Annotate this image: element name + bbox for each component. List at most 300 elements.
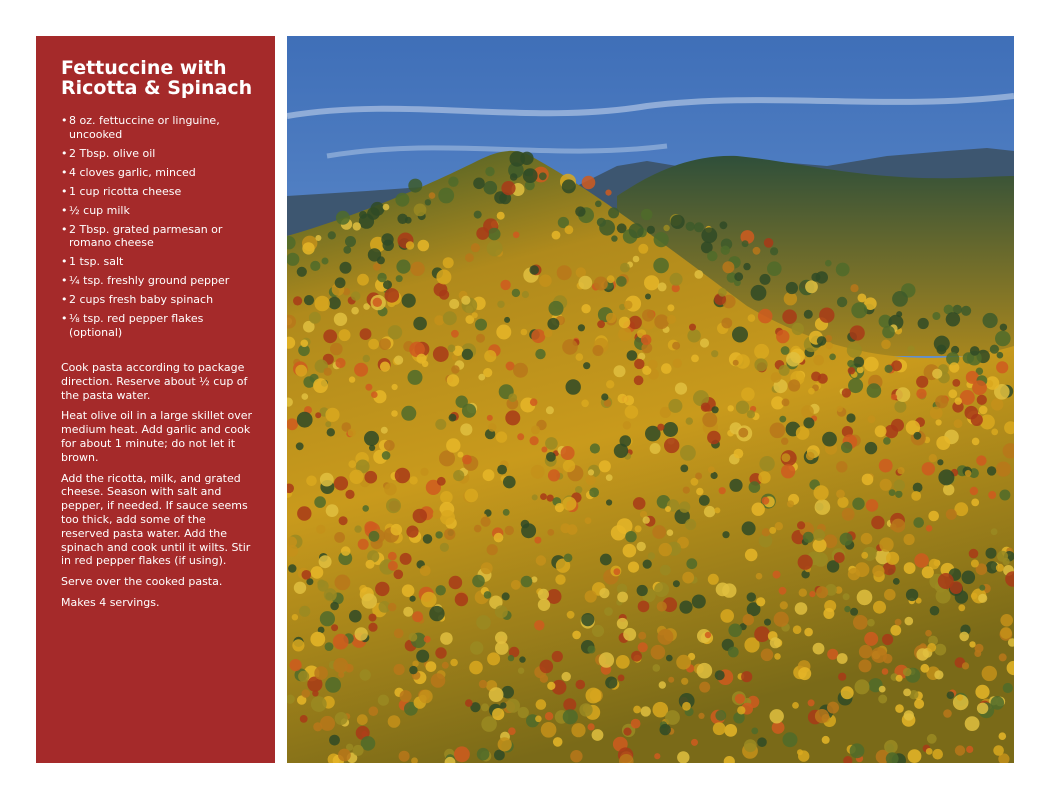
foliage-dot — [351, 291, 360, 300]
foliage-dot — [530, 398, 538, 406]
foliage-dot — [721, 318, 732, 329]
foliage-dot — [699, 682, 710, 693]
foliage-dot — [600, 554, 612, 566]
foliage-dot — [395, 468, 410, 483]
foliage-dot — [759, 456, 774, 471]
foliage-dot — [310, 261, 320, 271]
foliage-dot — [694, 270, 703, 279]
foliage-dot — [754, 358, 767, 371]
foliage-dot — [334, 532, 345, 543]
foliage-dot — [631, 719, 641, 729]
foliage-dot — [487, 240, 503, 256]
foliage-dot — [288, 564, 296, 572]
foliage-dot — [351, 307, 359, 315]
foliage-dot — [895, 491, 902, 498]
foliage-dot — [601, 393, 608, 400]
foliage-dot — [394, 356, 403, 365]
foliage-dot — [751, 285, 767, 301]
foliage-dot — [369, 531, 380, 542]
ingredient-item: • ½ cup milk — [61, 203, 130, 217]
foliage-dot — [781, 464, 795, 478]
foliage-dot — [592, 729, 604, 741]
foliage-dot — [815, 499, 831, 515]
foliage-dot — [484, 181, 498, 195]
foliage-dot — [472, 312, 478, 318]
foliage-dot — [566, 379, 581, 394]
foliage-dot — [754, 626, 770, 642]
foliage-dot — [400, 690, 412, 702]
foliage-dot — [562, 179, 576, 193]
foliage-dot — [496, 325, 511, 340]
foliage-dot — [324, 368, 332, 376]
foliage-dot — [645, 294, 651, 300]
foliage-dot — [668, 399, 682, 413]
foliage-dot — [628, 562, 639, 573]
foliage-dot — [880, 479, 892, 491]
foliage-dot — [449, 414, 457, 422]
foliage-dot — [965, 716, 980, 731]
foliage-dot — [315, 235, 321, 241]
foliage-dot — [781, 438, 788, 445]
foliage-dot — [886, 552, 899, 565]
recipe-title — [61, 58, 257, 98]
foliage-dot — [420, 565, 431, 576]
foliage-dot — [891, 519, 905, 533]
foliage-dot — [851, 302, 867, 318]
foliage-dot — [483, 469, 495, 481]
foliage-dot — [366, 560, 375, 569]
foliage-dot — [934, 670, 943, 679]
foliage-dot — [643, 516, 650, 523]
foliage-dot — [837, 297, 847, 307]
foliage-dot — [687, 329, 700, 342]
foliage-dot — [904, 710, 914, 720]
foliage-dot — [510, 151, 526, 167]
foliage-dot — [954, 419, 963, 428]
foliage-dot — [695, 473, 702, 480]
foliage-dot — [697, 663, 713, 679]
foliage-dot — [947, 691, 955, 699]
foliage-dot — [838, 673, 846, 681]
foliage-dot — [798, 555, 813, 570]
foliage-dot — [386, 498, 401, 513]
foliage-dot — [367, 207, 380, 220]
foliage-dot — [481, 703, 489, 711]
foliage-dot — [972, 438, 980, 446]
foliage-dot — [420, 468, 428, 476]
foliage-dot — [497, 212, 505, 220]
foliage-dot — [952, 379, 960, 387]
foliage-dot — [813, 529, 825, 541]
foliage-dot — [875, 425, 887, 437]
direction-step: Heat olive oil in a large skillet over medium heat. Add garlic and cook for about 1 minute; do not let it brown. — [61, 409, 253, 464]
foliage-dot — [1002, 558, 1009, 565]
foliage-dot — [501, 181, 515, 195]
foliage-dot — [634, 359, 644, 369]
foliage-dot — [304, 295, 314, 305]
foliage-dot — [774, 612, 789, 627]
foliage-dot — [667, 304, 674, 311]
bullet-icon: • — [61, 293, 68, 306]
foliage-dot — [879, 686, 886, 693]
foliage-dot — [949, 362, 959, 372]
foliage-dot — [599, 652, 614, 667]
foliage-dot — [804, 628, 813, 637]
foliage-dot — [743, 614, 754, 625]
foliage-dot — [679, 501, 690, 512]
foliage-dot — [883, 437, 891, 445]
foliage-dot — [896, 387, 911, 402]
foliage-dot — [667, 529, 674, 536]
foliage-dot — [335, 277, 346, 288]
foliage-dot — [657, 601, 667, 611]
foliage-dot — [578, 324, 585, 331]
foliage-dot — [893, 578, 900, 585]
bullet-icon: • — [61, 114, 68, 127]
foliage-dot — [977, 703, 988, 714]
foliage-dot — [987, 466, 996, 475]
foliage-dot — [817, 336, 827, 346]
foliage-dot — [934, 336, 950, 352]
foliage-dot — [557, 265, 572, 280]
foliage-dot — [479, 680, 487, 688]
foliage-dot — [536, 555, 546, 565]
foliage-dot — [465, 489, 479, 503]
foliage-dot — [312, 690, 318, 696]
foliage-dot — [449, 299, 459, 309]
foliage-dot — [431, 673, 446, 688]
foliage-dot — [668, 677, 674, 683]
foliage-dot — [433, 346, 449, 362]
foliage-dot — [506, 699, 520, 713]
foliage-dot — [842, 508, 855, 521]
foliage-dot — [396, 275, 403, 282]
foliage-dot — [349, 610, 362, 623]
foliage-dot — [597, 218, 606, 227]
foliage-dot — [368, 248, 381, 261]
foliage-dot — [764, 238, 774, 248]
foliage-dot — [879, 537, 893, 551]
foliage-dot — [991, 398, 1003, 410]
foliage-dot — [804, 310, 813, 319]
foliage-dot — [426, 661, 437, 672]
foliage-dot — [937, 459, 943, 465]
foliage-dot — [654, 314, 669, 329]
foliage-dot — [657, 424, 664, 431]
foliage-dot — [683, 487, 690, 494]
bullet-icon: • — [61, 165, 68, 179]
foliage-dot — [560, 523, 570, 533]
foliage-dot — [495, 632, 507, 644]
foliage-dot — [492, 708, 504, 720]
foliage-dot — [782, 399, 790, 407]
foliage-dot — [589, 488, 599, 498]
foliage-dot — [443, 311, 457, 325]
foliage-dot — [505, 410, 520, 425]
foliage-dot — [618, 675, 625, 682]
foliage-dot — [734, 272, 743, 281]
foliage-dot — [397, 214, 407, 224]
foliage-dot — [379, 338, 391, 350]
foliage-dot — [713, 722, 726, 735]
foliage-dot — [700, 338, 709, 347]
foliage-dot — [756, 573, 763, 580]
foliage-dot — [882, 668, 889, 675]
foliage-dot — [903, 689, 911, 697]
directions — [61, 361, 257, 610]
foliage-dot — [837, 653, 848, 664]
foliage-dot — [795, 602, 808, 615]
foliage-dot — [294, 582, 306, 594]
foliage-dot — [904, 534, 915, 545]
foliage-dot — [1000, 324, 1007, 331]
foliage-dot — [340, 262, 352, 274]
foliage-dot — [971, 499, 979, 507]
foliage-dot — [295, 365, 307, 377]
foliage-dot — [423, 534, 433, 544]
foliage-dot — [345, 236, 356, 247]
ingredient-item: • ⅛ tsp. red pepper flakes (optional) — [61, 312, 204, 339]
foliage-dot — [299, 606, 310, 617]
foliage-dot — [563, 460, 575, 472]
foliage-dot — [722, 531, 729, 538]
foliage-dot — [711, 350, 718, 357]
foliage-dot — [659, 681, 666, 688]
ingredient-item: • ¼ tsp. freshly ground pepper — [61, 274, 230, 287]
foliage-dot — [553, 737, 563, 747]
foliage-dot — [436, 585, 446, 595]
foliage-dot — [685, 519, 696, 530]
foliage-dot — [818, 374, 828, 384]
foliage-dot — [691, 355, 699, 363]
foliage-dot — [476, 227, 489, 240]
foliage-dot — [850, 743, 865, 758]
recipe-panel — [36, 36, 275, 763]
foliage-dot — [484, 350, 496, 362]
foliage-dot — [757, 737, 767, 747]
foliage-dot — [696, 488, 703, 495]
foliage-dot — [916, 376, 928, 388]
foliage-dot — [720, 609, 734, 623]
foliage-dot — [659, 543, 672, 556]
foliage-dot — [641, 335, 652, 346]
foliage-dot — [529, 265, 539, 275]
foliage-dot — [926, 525, 933, 532]
foliage-dot — [1003, 683, 1013, 693]
foliage-dot — [539, 172, 547, 180]
foliage-dot — [822, 736, 830, 744]
foliage-dot — [581, 613, 594, 626]
foliage-dot — [483, 368, 492, 377]
foliage-dot — [868, 415, 876, 423]
foliage-dot — [653, 664, 661, 672]
foliage-dot — [494, 533, 504, 543]
foliage-dot — [928, 511, 939, 522]
foliage-dot — [487, 652, 500, 665]
foliage-dot — [521, 576, 533, 588]
foliage-dot — [501, 686, 514, 699]
foliage-dot — [850, 608, 858, 616]
foliage-dot — [595, 201, 602, 208]
foliage-dot — [837, 406, 843, 412]
foliage-dot — [808, 699, 815, 706]
foliage-dot — [345, 490, 354, 499]
foliage-dot — [617, 592, 628, 603]
foliage-dot — [894, 480, 905, 491]
foliage-dot — [779, 416, 786, 423]
foliage-dot — [884, 589, 896, 601]
foliage-dot — [889, 489, 896, 496]
foliage-dot — [861, 552, 868, 559]
foliage-dot — [546, 406, 554, 414]
foliage-dot — [561, 446, 575, 460]
foliage-dot — [519, 656, 525, 662]
foliage-dot — [801, 405, 814, 418]
foliage-dot — [424, 636, 431, 643]
foliage-dot — [907, 346, 915, 354]
foliage-dot — [353, 222, 361, 230]
foliage-dot — [504, 317, 510, 323]
foliage-dot — [878, 695, 887, 704]
foliage-dot — [938, 469, 954, 485]
foliage-dot — [916, 389, 926, 399]
bullet-icon: • — [61, 312, 68, 325]
foliage-dot — [754, 344, 769, 359]
foliage-dot — [865, 442, 877, 454]
foliage-dot — [633, 706, 641, 714]
foliage-dot — [728, 405, 734, 411]
foliage-dot — [575, 206, 585, 216]
ingredient-item: • 2 cups fresh baby spinach — [61, 293, 214, 306]
foliage-dot — [488, 423, 496, 431]
foliage-dot — [443, 257, 454, 268]
foliage-dot — [607, 275, 615, 283]
foliage-dot — [623, 421, 631, 429]
foliage-dot — [666, 655, 673, 662]
foliage-dot — [539, 274, 552, 287]
foliage-dot — [638, 601, 650, 613]
foliage-dot — [357, 274, 369, 286]
foliage-dot — [822, 432, 837, 447]
foliage-dot — [495, 605, 508, 618]
foliage-dot — [629, 316, 642, 329]
foliage-dot — [776, 330, 789, 343]
foliage-dot — [728, 624, 742, 638]
foliage-dot — [961, 306, 971, 316]
foliage-dot — [623, 628, 636, 641]
foliage-dot — [701, 403, 710, 412]
foliage-dot — [913, 517, 924, 528]
foliage-dot — [705, 632, 711, 638]
foliage-dot — [986, 548, 997, 559]
foliage-dot — [410, 262, 424, 276]
foliage-dot — [451, 365, 459, 373]
foliage-dot — [958, 604, 965, 611]
foliage-dot — [487, 415, 493, 421]
foliage-dot — [782, 453, 791, 462]
foliage-dot — [476, 334, 485, 343]
foliage-dot — [862, 474, 874, 486]
foliage-dot — [531, 465, 545, 479]
foliage-dot — [738, 428, 748, 438]
foliage-dot — [465, 699, 473, 707]
foliage-dot — [447, 374, 459, 386]
foliage-dot — [728, 647, 739, 658]
foliage-dot — [617, 618, 628, 629]
foliage-dot — [448, 177, 458, 187]
foliage-dot — [599, 588, 609, 598]
foliage-dot — [325, 408, 339, 422]
foliage-dot — [806, 452, 815, 461]
bullet-icon: • — [61, 274, 68, 287]
foliage-dot — [485, 167, 494, 176]
foliage-dot — [867, 383, 882, 398]
foliage-dot — [369, 614, 377, 622]
foliage-dot — [663, 225, 669, 231]
foliage-dot — [891, 360, 902, 371]
foliage-dot — [672, 342, 680, 350]
foliage-dot — [335, 575, 351, 591]
foliage-dot — [365, 384, 372, 391]
foliage-dot — [575, 486, 582, 493]
foliage-dot — [846, 413, 855, 422]
foliage-dot — [364, 431, 379, 446]
foliage-dot — [946, 312, 960, 326]
foliage-dot — [503, 509, 510, 516]
foliage-dot — [384, 440, 395, 451]
foliage-dot — [779, 587, 787, 595]
foliage-dot — [498, 737, 512, 751]
foliage-dot — [855, 679, 870, 694]
foliage-dot — [991, 528, 998, 535]
foliage-dot — [654, 582, 669, 597]
foliage-dot — [906, 589, 918, 601]
foliage-dot — [762, 528, 770, 536]
ingredient-item: • 1 cup ricotta cheese — [61, 184, 182, 198]
foliage-dot — [538, 589, 549, 600]
foliage-dot — [686, 417, 693, 424]
foliage-dot — [597, 320, 605, 328]
foliage-dot — [813, 643, 825, 655]
foliage-dot — [1000, 627, 1012, 639]
foliage-dot — [805, 280, 818, 293]
foliage-dot — [576, 353, 584, 361]
foliage-dot — [654, 232, 669, 247]
foliage-dot — [689, 324, 696, 331]
foliage-dot — [502, 592, 510, 600]
foliage-dot — [816, 586, 828, 598]
foliage-dot — [979, 585, 985, 591]
foliage-dot — [864, 632, 878, 646]
ingredients-list — [61, 114, 257, 339]
foliage-dot — [756, 597, 765, 606]
foliage-dot — [991, 696, 1005, 710]
foliage-dot — [440, 632, 453, 645]
foliage-dot — [850, 284, 858, 292]
foliage-dot — [682, 702, 691, 711]
foliage-dot — [637, 585, 648, 596]
foliage-dot — [375, 582, 389, 596]
foliage-dot — [313, 378, 328, 393]
foliage-dot — [360, 328, 372, 340]
foliage-dot — [472, 575, 485, 588]
foliage-dot — [369, 706, 379, 716]
foliage-dot — [955, 397, 962, 404]
foliage-dot — [418, 240, 430, 252]
foliage-dot — [682, 572, 694, 584]
foliage-dot — [413, 509, 427, 523]
foliage-dot — [579, 703, 592, 716]
